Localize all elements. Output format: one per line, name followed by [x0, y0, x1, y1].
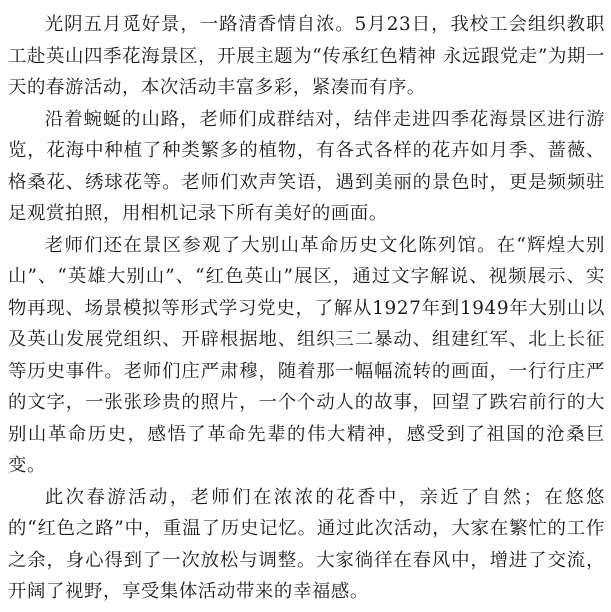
paragraph-intro: 光阴五月觅好景，一路清香情自浓。5月23日，我校工会组织教职工赴英山四季花海景区，开展主题为“传承红色精神 永远跟党走”为期一天的春游活动，本次活动丰富多彩，紧凑而有序。	[8, 14, 605, 98]
paragraph-conclusion: 此次春游活动，老师们在浓浓的花香中，亲近了自然；在悠悠的“红色之路”中，重温了历史记忆。通过此次活动，大家在繁忙的工作之余，身心得到了一次放松与调整。大家徜徉在春风中，增进了交流，开阔了视野，享受集体活动带来的幸福感。	[8, 486, 605, 602]
paragraph-sightseeing: 沿着蜿蜒的山路，老师们成群结对，结伴走进四季花海景区进行游览，花海中种植了种类繁多的植物，有各式各样的花卉如月季、蔷薇、格桑花、绣球花等。老师们欢声笑语，遇到美丽的景色时，更是频频驻足观赏拍照，用相机记录下所有美好的画面。	[8, 108, 605, 224]
paragraph-museum: 老师们还在景区参观了大别山革命历史文化陈列馆。在“辉煌大别山”、“英雄大别山”、“红色英山”展区，通过文字解说、视频展示、实物再现、场景模拟等形式学习党史，了解从1927年到1949年大别山以及英山发展党组织、开辟根据地、组织三二暴动、组建红军、北上长征等历史事件。老师们庄严肃穆，随着那一幅幅流转的画面，一行行庄严的文字，一张张珍贵的照片，一个个动人的故事，回望了跌宕前行的大别山革命历史，感悟了革命先辈的伟大精神，感受到了祖国的沧桑巨变。	[8, 234, 605, 476]
